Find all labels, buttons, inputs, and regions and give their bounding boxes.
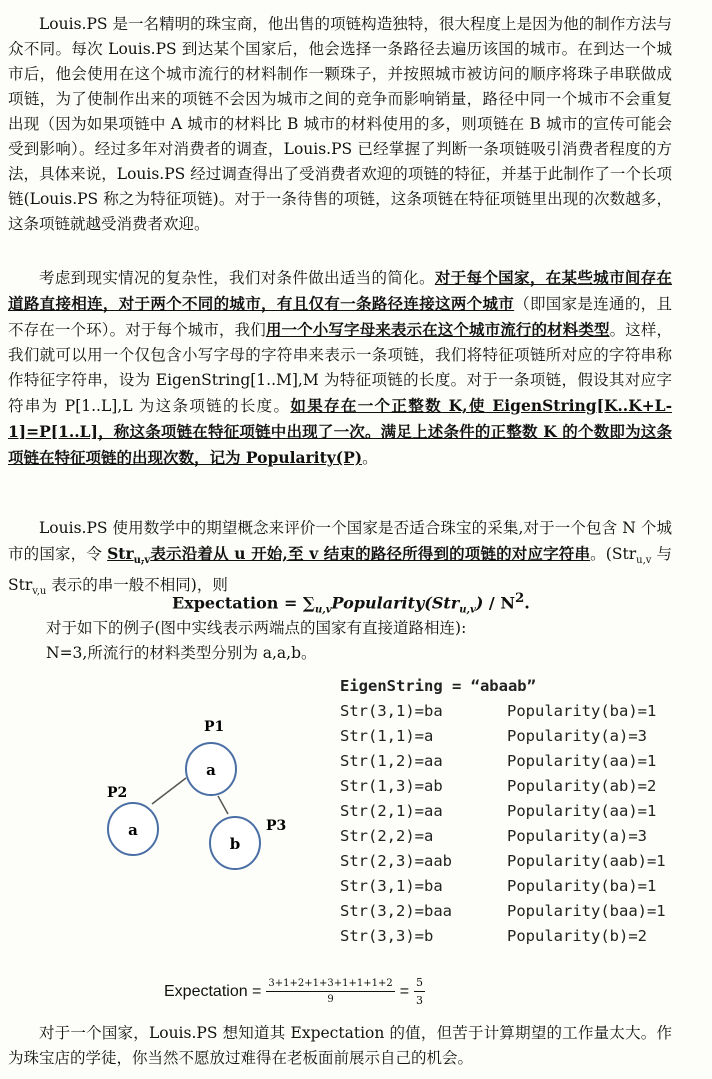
intro-paragraph: Louis.PS 是一名精明的珠宝商，他出售的项链构造独特，很大程度上是因为他的制作方法与众不同。每次 Louis.PS 到达某个国家后，他会选择一条路径去遍历该国的城市。在到达一个城市后，他会使用在这个城市流行的材料制作一颗珠子，并按照城市被访问的顺序将珠子串联做成项链，为了使制作出来的项链不会因为城市之间的竞争而影响销量，路径中同一个城市不会重复出现（因为如果项链中 A 城市的材料比 B 城市的材料使用的多，则项链在 B 城市的宣传可能会受到影响）。经过多年对消费者的调查，Louis.PS 已经掌握了判断一条项链吸引消费者程度的方法，具体来说，Louis.PS 经过调查得出了受消费者欢迎的项链的特征，并基于此制作了一个长项链(Louis.PS 称之为特征项链)。对于一条待售的项链，这条项链在特征项链里出现的次数越多，这条项链就越受消费者欢迎。 [8,15,672,233]
text: 。这样，我们就可以用一个仅包含小写字母的字符串来表示一条项链，我们将特征项链所对应的字符串称作特征字符串，设为 EigenString[1..M],M 为特征项链的长度。对于一条项链，假设其对应字符串为 P[1..L],L 为这条项链的长度。 [8,321,672,415]
node-p2-letter: a [128,821,138,839]
formula-lhs: Expectation = [172,593,303,613]
sum-subscript: u,v [314,604,332,616]
table-row [340,799,657,824]
text: 表示的串一般不相同)，则 [46,576,228,595]
closing-paragraph: 对于一个国家，Louis.PS 想知道其 Expectation 的值，但苦于计算期望的工作量太大。作为珠宝店的学徒，你当然不愿放过难得在老板面前展示自己的机会。 [8,1024,672,1067]
str-cell: Str(3,1)=ba [340,702,443,720]
popularity-cell: Popularity(aa)=1 [507,752,657,770]
popularity-cell: Popularity(a)=3 [507,827,647,845]
equals-sign: = [399,982,410,1000]
edge-p1-p2 [152,778,186,804]
result-numerator: 5 [414,976,425,992]
str-symbol: Str [107,544,134,563]
fraction-result [414,976,425,1007]
table-row [340,724,647,749]
fraction-denominator: 9 [327,994,334,1005]
str-cell: Str(2,1)=aa [340,802,443,820]
example-intro: 对于如下的例子(图中实线表示两端点的国家有直接道路相连): [46,619,467,637]
tree-diagram [100,712,300,882]
popularity-cell: Popularity(ba)=1 [507,702,657,720]
node-p1-label: P1 [204,719,225,735]
formula-str-sub: u,v [459,604,476,616]
table-row [340,874,657,899]
popularity-cell: Popularity(aa)=1 [507,802,657,820]
str-cell: Str(3,2)=baa [340,902,452,920]
fraction-sum [266,978,394,1005]
table-row [340,749,657,774]
expectation-result [164,976,425,1007]
table-row [340,824,647,849]
text: Louis.PS 使用数学中的期望概念来评价一个国家是否适合珠宝的采集,对于一个包含 N 个城市的国家，令 [8,519,672,563]
str-cell: Str(3,1)=ba [340,877,443,895]
formula-close: ) [475,593,484,613]
table-row [340,774,657,799]
table-row [340,924,647,949]
emphasis-letter: 用一个小写字母来表示在这个城市流行的材料类型 [265,320,610,339]
formula-sup: 2 [514,590,525,606]
str-cell: Str(2,2)=a [340,827,434,845]
popularity-cell: Popularity(b)=2 [507,927,647,945]
subscript: v,u [32,586,47,598]
simplification-paragraph [8,265,672,471]
popularity-cell: Popularity(ba)=1 [507,877,657,895]
eigenstring-line: EigenString = “abaab” [340,677,536,695]
subscript: u,v [636,555,652,567]
str-cell: Str(2,3)=aab [340,852,452,870]
str-cell: Str(1,2)=aa [340,752,443,770]
popularity-cell: Popularity(aab)=1 [507,852,666,870]
table-row [340,849,666,874]
result-denominator: 3 [416,994,424,1007]
table-row [340,699,657,724]
str-definition: 表示沿着从 u 开始,至 v 结束的路径所得到的项链的对应字符串 [150,544,591,563]
popularity-cell: Popularity(ab)=2 [507,777,657,795]
example-types: N=3,所流行的材料类型分别为 a,a,b。 [46,644,317,662]
emphasis-popularity: 如果存在一个正整数 K,使 EigenString[K..K+L-1]=P[1..L]，称这条项链在特征项链中出现了一次。满足上述条件的正整数 K 的个数即为这条项链在特征项链的出现次数，记为 Popularity(P) [8,396,672,467]
fraction-numerator: 3+1+2+1+3+1+1+1+2 [266,978,394,992]
formula-tail: / N [483,593,515,613]
table-row [340,899,666,924]
str-cell: Str(3,3)=b [340,927,434,945]
example-table [340,674,666,949]
emphasis-connected: 对于每个国家，在某些城市间存在道路直接相连，对于两个不同的城市，有且仅有一条路径连接这两个城市 [8,268,672,313]
edge-p1-p3 [218,796,228,814]
emphasis-str [107,544,591,567]
text: 。(Str [590,545,637,563]
text: 考虑到现实情况的复杂性，我们对条件做出适当的简化。 [39,269,435,287]
text: 。 [362,449,378,467]
popularity-cell: Popularity(a)=3 [507,727,647,745]
node-p3-letter: b [229,835,241,853]
expectation-lhs: Expectation = [164,982,262,1000]
formula-str: Str [431,593,460,613]
formula-func: Popularity( [331,593,432,613]
str-cell: Str(1,1)=a [340,727,434,745]
str-cell: Str(1,3)=ab [340,777,443,795]
expectation-formula [172,590,530,616]
text: （即国家是连通的，且不存在一个环）。对于每个城市，我们 [8,295,672,339]
str-subscript: u,v [133,555,151,567]
node-p2-label: P2 [107,785,128,801]
formula-end: . [524,593,530,613]
node-p3-label: P3 [266,818,287,834]
node-p1-letter: a [206,761,216,779]
text: 与 Str [8,545,673,595]
table-rows [340,699,666,949]
popularity-cell: Popularity(baa)=1 [507,902,666,920]
sum-symbol: ∑ [302,593,315,613]
